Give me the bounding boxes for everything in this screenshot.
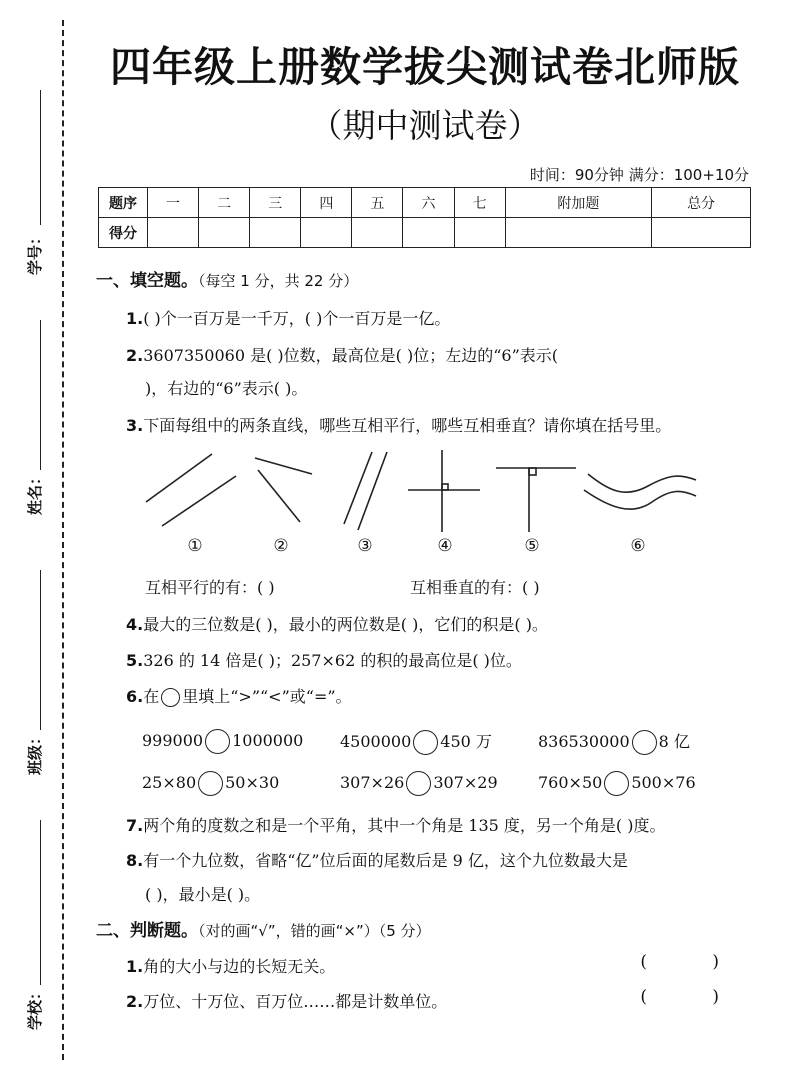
- question-7: [126, 813, 666, 836]
- table-cell: 总分: [652, 188, 751, 218]
- question-1: [126, 306, 450, 329]
- comparison-left: 836530000: [538, 732, 630, 751]
- figure-number: ①: [187, 536, 203, 556]
- page-title: 四年级上册数学拔尖测试卷北师版: [110, 43, 740, 91]
- name-label: 姓名：: [26, 469, 44, 515]
- section1-note: （每空 1 分，共 22 分）: [198, 272, 359, 290]
- score-cell[interactable]: [652, 218, 751, 248]
- table-cell: 得分: [99, 218, 148, 248]
- compare-circle[interactable]: [406, 771, 431, 796]
- score-table: [98, 187, 751, 248]
- section2-note: （对的画“√”，错的画“×”）（5 分）: [198, 922, 431, 940]
- comparison-right: 307×29: [433, 773, 498, 792]
- question-number: 5.: [126, 651, 144, 670]
- question-number: 2.: [126, 992, 144, 1011]
- score-cell[interactable]: [199, 218, 250, 248]
- comparison-left: 307×26: [340, 773, 405, 792]
- school-label: 学校：: [26, 984, 44, 1030]
- question-8-cont: ( )，最小是( )。: [145, 885, 261, 904]
- table-cell: 四: [301, 188, 352, 218]
- figure-2-line-a: [255, 458, 312, 474]
- comparison-right: 8 亿: [658, 732, 690, 751]
- compare-circle[interactable]: [205, 729, 230, 754]
- question-2-cont: )，右边的“6”表示( )。: [145, 379, 308, 398]
- perpendicular-answer: 互相垂直的有：( ): [410, 578, 540, 597]
- question-text-post: 里填上“>”“<”或“=”。: [182, 687, 352, 706]
- comparison-item: [538, 729, 690, 755]
- compare-circle[interactable]: [632, 730, 657, 755]
- figure-number: ⑥: [630, 536, 646, 556]
- judge-item-2: [126, 989, 447, 1012]
- question-number: 7.: [126, 816, 144, 835]
- question-text: 326 的 14 倍是( )；257×62 的积的最高位是( )位。: [143, 651, 522, 670]
- figure-6-curve-a: [588, 474, 696, 492]
- question-text: 角的大小与边的长短无关。: [143, 957, 336, 976]
- compare-circle-icon: [161, 688, 180, 707]
- question-number: 1.: [126, 309, 144, 328]
- score-cell[interactable]: [505, 218, 651, 248]
- compare-circle[interactable]: [604, 771, 629, 796]
- cut-line: [62, 20, 64, 1060]
- score-table-score-row: [99, 218, 751, 248]
- question-text: 万位、十万位、百万位……都是计数单位。: [143, 992, 448, 1011]
- judge-item-1: [126, 954, 335, 977]
- section1-title: 一、填空题。: [96, 271, 198, 291]
- table-cell: 题序: [99, 188, 148, 218]
- question-number: 2.: [126, 346, 144, 365]
- table-cell: 五: [352, 188, 403, 218]
- comparison-item: [538, 771, 696, 796]
- page-subtitle: （期中测试卷）: [309, 106, 541, 145]
- table-cell: 附加题: [505, 188, 651, 218]
- class-label: 班级：: [26, 729, 44, 775]
- question-number: 6.: [126, 687, 144, 706]
- comparison-item: [142, 729, 303, 754]
- question-6: [126, 684, 352, 707]
- judge-answer-paren[interactable]: ( ): [640, 952, 749, 972]
- figure-2-line-b: [258, 470, 300, 522]
- line-figures: [140, 446, 700, 536]
- time-info: 时间：90分钟 满分：100+10分: [529, 166, 749, 184]
- score-cell[interactable]: [403, 218, 454, 248]
- table-cell: 六: [403, 188, 454, 218]
- question-text-pre: 在: [143, 687, 160, 706]
- comparison-right: 1000000: [232, 731, 304, 750]
- question-text: ( )个一百万是一千万，( )个一百万是一亿。: [143, 309, 451, 328]
- name-field[interactable]: [10, 320, 56, 520]
- score-table-header-row: [99, 188, 751, 218]
- question-number: 8.: [126, 851, 144, 870]
- figure-number: ③: [357, 536, 373, 556]
- table-cell: 二: [199, 188, 250, 218]
- question-text: 有一个九位数，省略“亿”位后面的尾数后是 9 亿，这个九位数最大是: [143, 851, 628, 870]
- comparison-item: [142, 771, 279, 796]
- parallel-answer: 互相平行的有：( ): [145, 578, 275, 597]
- question-text: 3607350060 是( )位数，最高位是( )位；左边的“6”表示(: [143, 346, 559, 365]
- question-5: [126, 648, 522, 671]
- question-3: [126, 413, 671, 436]
- question-text: 两个角的度数之和是一个平角，其中一个角是 135 度，另一个角是( )度。: [143, 816, 666, 835]
- score-cell[interactable]: [148, 218, 199, 248]
- comparison-right: 450 万: [440, 732, 492, 751]
- figure-6-curve-b: [584, 490, 696, 509]
- comparison-item: [340, 771, 498, 796]
- table-cell: 七: [454, 188, 505, 218]
- school-field[interactable]: [10, 820, 56, 1035]
- judge-answer-paren[interactable]: ( ): [640, 987, 749, 1007]
- question-number: 1.: [126, 957, 144, 976]
- question-text: 最大的三位数是( )，最小的两位数是( )，它们的积是( )。: [143, 615, 548, 634]
- comparison-right: 50×30: [225, 773, 280, 792]
- question-4: [126, 612, 548, 635]
- section2-title: 二、判断题。: [96, 921, 198, 941]
- figure-number: ④: [437, 536, 453, 556]
- student-number-label: 学号：: [26, 229, 44, 275]
- question-number: 3.: [126, 416, 144, 435]
- comparison-left: 999000: [142, 731, 204, 750]
- figure-number: ②: [273, 536, 289, 556]
- compare-circle[interactable]: [198, 771, 223, 796]
- comparison-left: 25×80: [142, 773, 197, 792]
- score-cell[interactable]: [250, 218, 301, 248]
- score-cell[interactable]: [454, 218, 505, 248]
- student-number-field[interactable]: [10, 90, 56, 280]
- table-cell: 三: [250, 188, 301, 218]
- figure-4-right-angle: [442, 484, 448, 490]
- table-cell: 一: [148, 188, 199, 218]
- question-2: [126, 343, 558, 366]
- figure-3-line-b: [358, 452, 387, 530]
- question-number: 4.: [126, 615, 144, 634]
- score-cell[interactable]: [352, 218, 403, 248]
- section1-heading: [96, 266, 358, 291]
- class-field[interactable]: [10, 570, 56, 780]
- score-cell[interactable]: [301, 218, 352, 248]
- figure-1-line-b: [162, 476, 236, 526]
- question-text: 下面每组中的两条直线，哪些互相平行，哪些互相垂直？请你填在括号里。: [143, 416, 672, 435]
- figure-5-right-angle: [529, 468, 536, 475]
- section2-heading: [96, 916, 431, 941]
- comparison-item: [340, 729, 492, 755]
- comparison-left: 760×50: [538, 773, 603, 792]
- question-8: [126, 848, 628, 871]
- figure-1-line-a: [146, 454, 212, 502]
- figure-3-line-a: [344, 452, 372, 524]
- comparison-right: 500×76: [631, 773, 696, 792]
- comparison-left: 4500000: [340, 732, 412, 751]
- figure-number: ⑤: [524, 536, 540, 556]
- compare-circle[interactable]: [413, 730, 438, 755]
